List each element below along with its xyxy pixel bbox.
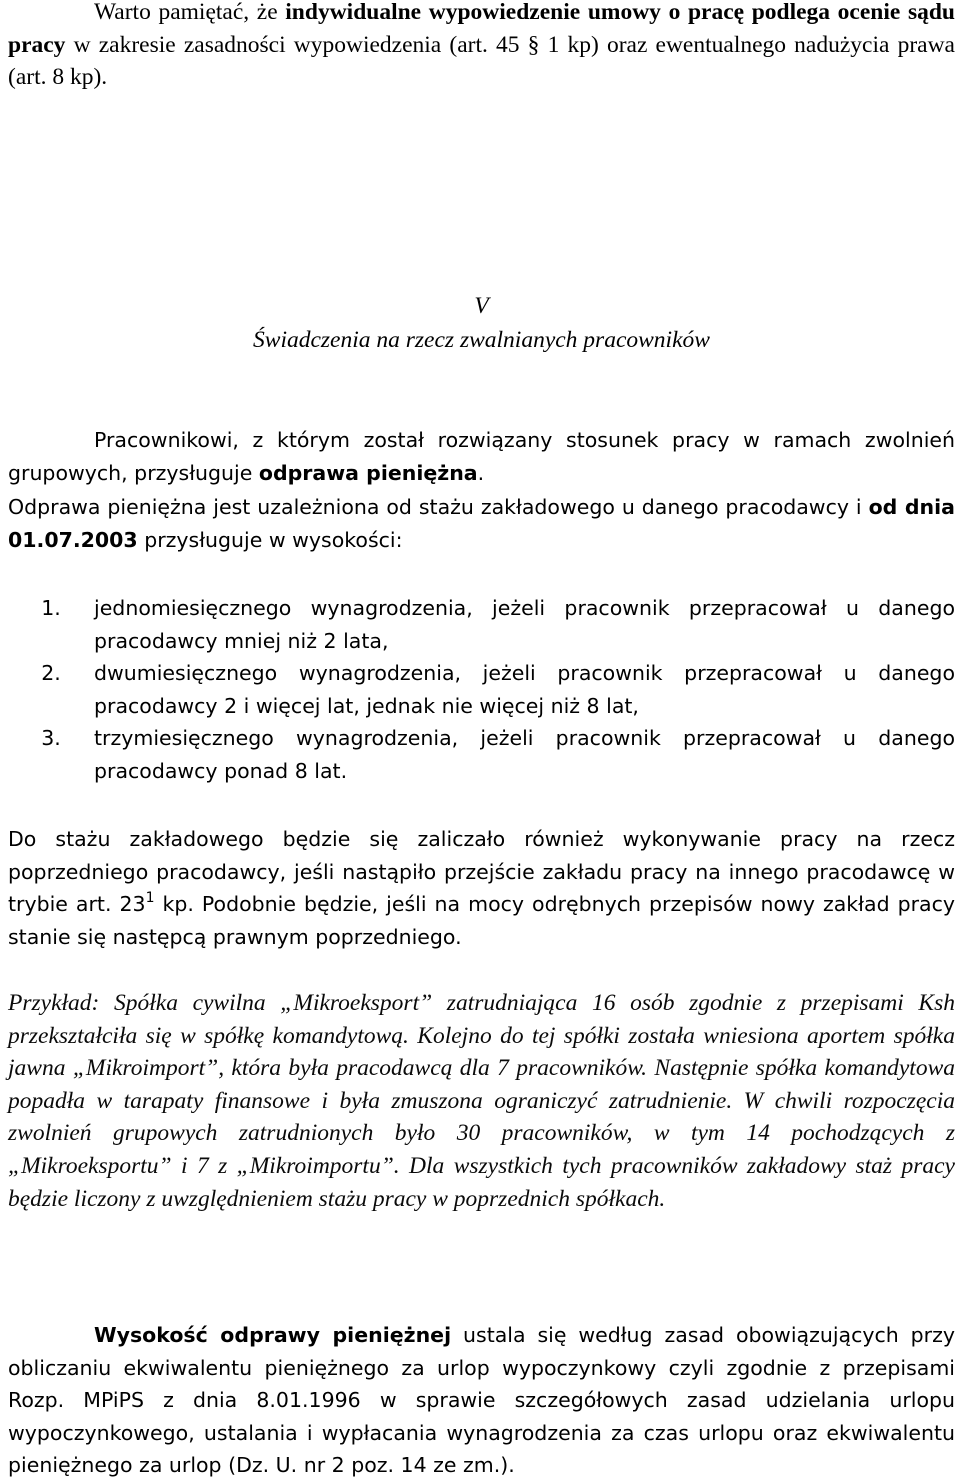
list-item xyxy=(8,657,955,722)
bold-text: odprawa pieniężna xyxy=(258,460,478,485)
list-text: jednomiesięcznego wynagrodzenia, jeżeli pracownik przepracował u danego pracodawcy mniej niż 2 lata, xyxy=(94,596,955,653)
list-number: 2. xyxy=(41,661,61,686)
text-run: przysługuje w wysokości: xyxy=(137,527,403,552)
list-number: 3. xyxy=(41,726,61,751)
bold-text: indywidualne wypowiedzenie umowy o pracę podlega ocenie sądu pracy xyxy=(8,0,955,58)
list-text: trzymiesięcznego wynagrodzenia, jeżeli pracownik przepracował u danego pracodawcy ponad 8 lat. xyxy=(94,726,955,783)
paragraph-staz-zakladowy xyxy=(8,823,955,953)
list-item xyxy=(8,592,955,657)
bold-text: od dnia 01.07.2003 xyxy=(8,495,956,552)
section-number: V xyxy=(474,293,489,319)
paragraph-odprawa-intro xyxy=(8,424,955,489)
bold-text: Wysokość odprawy pieniężnej xyxy=(94,1323,452,1347)
paragraph-odprawa-staz xyxy=(8,491,955,556)
superscript: 1 xyxy=(145,890,155,907)
italic-text: Przykład: Spółka cywilna „Mikroeksport” zatrudniająca 16 osób zgodnie z przepisami Ksh przekształciła się w spółkę komandytową. Kolejno do tej spółki została wniesiona aportem spółka jawna „Mikroimport”, która była pracodawcą dla 7 pracowników. Następnie spółka komandytowa popadła w tarapaty finansowe i była zmuszona ograniczyć zatrudnienie. W chwili rozpoczęcia zwolnień grupowych zatrudnionych było 30 pracowników, w tym 14 pochodzących z „Mikroeksportu” i 7 z „Mikroimportu”. Dla wszystkich tych pracowników zakładowy staż pracy będzie liczony z uwzględnieniem stażu pracy w poprzednich spółkach. xyxy=(8,990,955,1212)
list-text: dwumiesięcznego wynagrodzenia, jeżeli pracownik przepracował u danego pracodawcy 2 i więcej lat, jednak nie więcej niż 8 lat, xyxy=(94,661,955,718)
text-run: Warto pamiętać, że xyxy=(94,0,286,25)
odprawa-list xyxy=(8,592,955,788)
text-run: Do stażu zakładowego będzie się zaliczało również wykonywanie pracy na rzecz poprzedniego pracodawcy, jeśli nastąpiło przejście zakładu pracy na innego pracodawcę w trybie art. 23 xyxy=(8,827,955,917)
section-title: Świadczenia na rzecz zwalnianych pracowników xyxy=(253,327,710,353)
paragraph-wypowiedzenie xyxy=(8,0,955,94)
text-run: ustala się według zasad obowiązujących przy obliczaniu ekwiwalentu pieniężnego za urlop wypoczynkowy czyli zgodnie z przepisami Rozp. MPiPS z dnia 8.01.1996 w sprawie szczegółowych zasad udzielania urlopu wypoczynkowego, ustalania i wypłacania wynagrodzenia za czas urlopu oraz ekwiwalentu pieniężnego za urlop (Dz. U. nr 2 poz. 14 ze zm.). xyxy=(8,1323,955,1478)
list-number: 1. xyxy=(41,596,61,620)
text-run: . xyxy=(477,460,485,485)
paragraph-wysokosc-odprawy xyxy=(8,1319,955,1482)
list-item xyxy=(8,722,955,787)
text-run: Odprawa pieniężna jest uzależniona od stażu zakładowego u danego pracodawcy i xyxy=(8,495,869,519)
text-run: Pracownikowi, z którym został rozwiązany stosunek pracy w ramach zwolnień grupowych, przysługuje xyxy=(8,428,955,485)
text-run: w zakresie zasadności wypowiedzenia (art. 45 § 1 kp) oraz ewentualnego nadużycia prawa (art. 8 kp). xyxy=(8,31,955,91)
example-paragraph xyxy=(8,987,955,1215)
text-run: kp. Podobnie będzie, jeśli na mocy odrębnych przepisów nowy zakład pracy stanie się następcą prawnym poprzedniego. xyxy=(8,892,955,949)
